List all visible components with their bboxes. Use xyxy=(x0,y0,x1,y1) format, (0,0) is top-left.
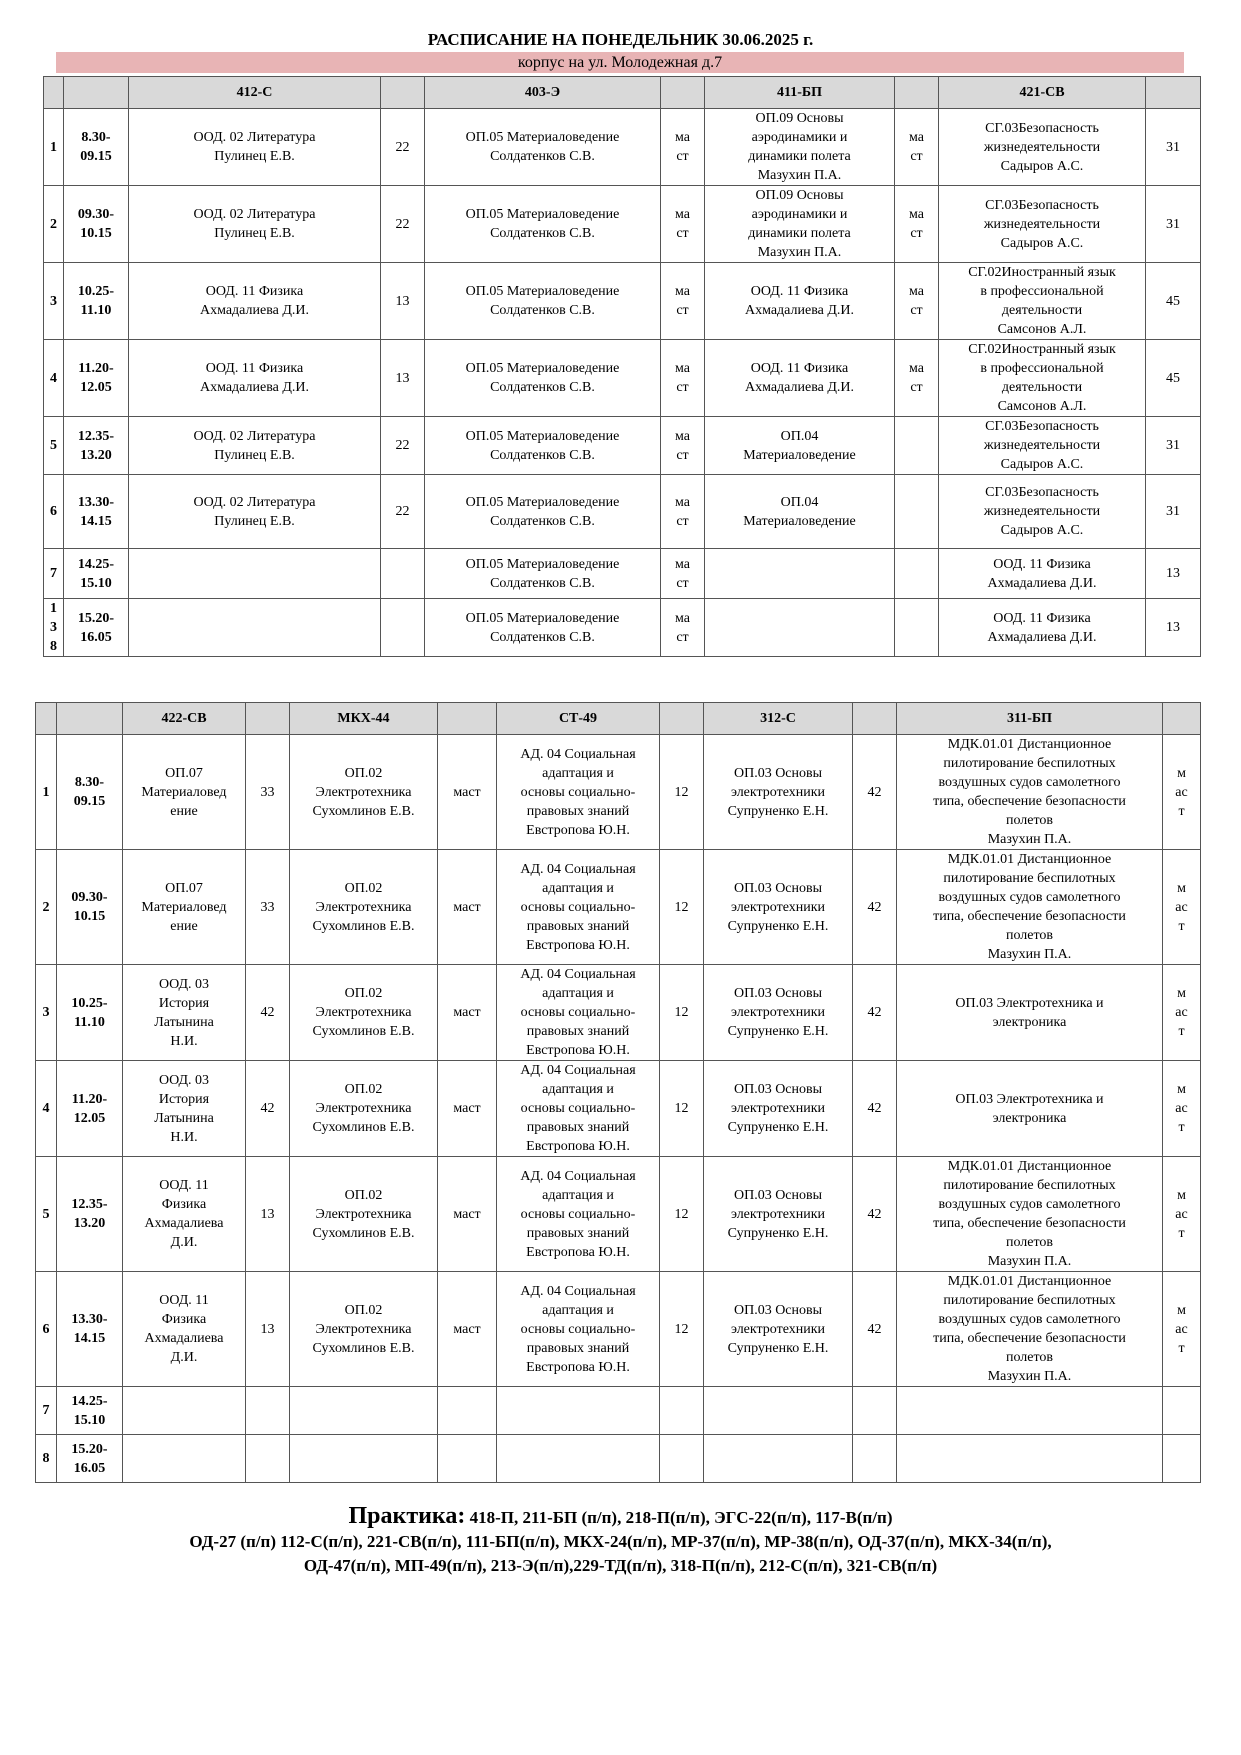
room-cell: 13 xyxy=(246,1272,290,1387)
schedule-table-2 xyxy=(35,702,1201,1483)
room-cell: ма ст xyxy=(895,109,939,186)
room-header-cell xyxy=(895,77,939,109)
lesson-row xyxy=(44,475,1201,549)
room-header-cell xyxy=(438,703,497,735)
lesson-row xyxy=(36,850,1201,965)
group-header: СТ-49 xyxy=(497,703,660,735)
lesson-number: 6 xyxy=(44,475,64,549)
subject-cell: ООД. 11 Физика Ахмадалиева Д.И. xyxy=(705,263,895,340)
lesson-row xyxy=(44,549,1201,599)
room-cell: 42 xyxy=(853,850,897,965)
group-header: 422-СВ xyxy=(123,703,246,735)
room-cell: 33 xyxy=(246,850,290,965)
room-cell: 12 xyxy=(660,1157,704,1272)
header-time-cell xyxy=(57,703,123,735)
subject-cell: ОП.03 Электротехника и электроника xyxy=(897,1061,1163,1157)
room-cell xyxy=(895,475,939,549)
group-header: 412-С xyxy=(129,77,381,109)
room-cell xyxy=(853,1387,897,1435)
room-cell: ма ст xyxy=(895,186,939,263)
lesson-number: 2 xyxy=(44,186,64,263)
lesson-time: 14.25- 15.10 xyxy=(64,549,129,599)
lesson-time: 15.20- 16.05 xyxy=(57,1435,123,1483)
subject-cell: ОП.07 Материаловед ение xyxy=(123,735,246,850)
subject-cell xyxy=(705,549,895,599)
lesson-time: 09.30- 10.15 xyxy=(57,850,123,965)
room-cell: 12 xyxy=(660,1061,704,1157)
group-header: 312-С xyxy=(704,703,853,735)
practice-line-2: ОД-27 (п/п) 112-С(п/п), 221-СВ(п/п), 111-БП(п/п), МКХ-24(п/п), МР-37(п/п), МР-38(п/п), ОД-37(п/п), МКХ-34(п/п), xyxy=(189,1532,1052,1551)
lesson-time: 13.30- 14.15 xyxy=(57,1272,123,1387)
lesson-time: 13.30- 14.15 xyxy=(64,475,129,549)
subject-cell: АД. 04 Социальная адаптация и основы социально- правовых знаний Евстропова Ю.Н. xyxy=(497,850,660,965)
subject-cell: ОП.02 Электротехника Сухомлинов Е.В. xyxy=(290,965,438,1061)
subject-cell: МДК.01.01 Дистанционное пилотирование беспилотных воздушных судов самолетного типа, обеспечение безопасности полетов Мазухин П.А. xyxy=(897,1272,1163,1387)
subject-cell: МДК.01.01 Дистанционное пилотирование беспилотных воздушных судов самолетного типа, обеспечение безопасности полетов Мазухин П.А. xyxy=(897,735,1163,850)
subject-cell: ОП.09 Основы аэродинамики и динамики полета Мазухин П.А. xyxy=(705,186,895,263)
subject-cell: ОП.03 Основы электротехники Супруненко Е.Н. xyxy=(704,1157,853,1272)
subject-cell xyxy=(497,1435,660,1483)
room-cell: ма ст xyxy=(895,340,939,417)
room-cell xyxy=(1163,1435,1201,1483)
lesson-number: 8 xyxy=(36,1435,57,1483)
room-cell: 42 xyxy=(853,735,897,850)
subject-cell: МДК.01.01 Дистанционное пилотирование беспилотных воздушных судов самолетного типа, обеспечение безопасности полетов Мазухин П.А. xyxy=(897,1157,1163,1272)
subject-cell: ОП.03 Основы электротехники Супруненко Е.Н. xyxy=(704,1061,853,1157)
subject-cell: СГ.02Иностранный язык в профессиональной деятельности Самсонов А.Л. xyxy=(939,340,1146,417)
room-cell: ма ст xyxy=(661,186,705,263)
subject-cell: ООД. 11 Физика Ахмадалиева Д.И. xyxy=(705,340,895,417)
subject-cell xyxy=(129,599,381,657)
room-cell: маст xyxy=(438,735,497,850)
room-cell: 12 xyxy=(660,1272,704,1387)
header-num-cell xyxy=(36,703,57,735)
subject-cell: ОП.05 Материаловедение Солдатенков С.В. xyxy=(425,599,661,657)
room-cell: м ас т xyxy=(1163,965,1201,1061)
header-num-cell xyxy=(44,77,64,109)
subject-cell xyxy=(897,1387,1163,1435)
room-cell: 42 xyxy=(246,965,290,1061)
practice-line-3: ОД-47(п/п), МП-49(п/п), 213-Э(п/п),229-ТД(п/п), 318-П(п/п), 212-С(п/п), 321-СВ(п/п) xyxy=(303,1556,938,1575)
subject-cell: ОП.03 Основы электротехники Супруненко Е.Н. xyxy=(704,1272,853,1387)
subject-cell xyxy=(123,1435,246,1483)
room-header-cell xyxy=(381,77,425,109)
subject-cell xyxy=(704,1387,853,1435)
room-header-cell xyxy=(660,703,704,735)
room-cell: ма ст xyxy=(661,109,705,186)
lesson-number: 4 xyxy=(44,340,64,417)
room-cell xyxy=(1163,1387,1201,1435)
schedule-table-1 xyxy=(43,76,1201,657)
lesson-time: 09.30- 10.15 xyxy=(64,186,129,263)
room-cell: 12 xyxy=(660,965,704,1061)
room-cell: 42 xyxy=(246,1061,290,1157)
room-cell: м ас т xyxy=(1163,1157,1201,1272)
subject-cell: ОП.04 Материаловедение xyxy=(705,417,895,475)
room-cell xyxy=(660,1435,704,1483)
subject-cell: ОП.02 Электротехника Сухомлинов Е.В. xyxy=(290,850,438,965)
group-header: 421-СВ xyxy=(939,77,1146,109)
subject-cell: ОП.07 Материаловед ение xyxy=(123,850,246,965)
subject-cell: ООД. 11 Физика Ахмадалиева Д.И. xyxy=(939,549,1146,599)
header-row xyxy=(44,77,1201,109)
room-cell: 12 xyxy=(660,850,704,965)
room-cell: 22 xyxy=(381,417,425,475)
room-cell: маст xyxy=(438,1157,497,1272)
lesson-number: 3 xyxy=(36,965,57,1061)
subject-cell: ООД. 03 История Латынина Н.И. xyxy=(123,1061,246,1157)
lesson-time: 8.30- 09.15 xyxy=(57,735,123,850)
group-header: 403-Э xyxy=(425,77,661,109)
room-cell: ма ст xyxy=(661,549,705,599)
room-cell xyxy=(438,1435,497,1483)
lesson-row xyxy=(44,263,1201,340)
room-cell: 42 xyxy=(853,1061,897,1157)
subject-cell: СГ.03Безопасность жизнедеятельности Садыров А.С. xyxy=(939,109,1146,186)
room-cell: 31 xyxy=(1146,475,1201,549)
subject-cell: ОП.03 Основы электротехники Супруненко Е.Н. xyxy=(704,850,853,965)
room-header-cell xyxy=(853,703,897,735)
subject-cell: ООД. 11 Физика Ахмадалиева Д.И. xyxy=(129,263,381,340)
subject-cell: ОП.02 Электротехника Сухомлинов Е.В. xyxy=(290,735,438,850)
lesson-time: 11.20- 12.05 xyxy=(57,1061,123,1157)
room-cell: 12 xyxy=(660,735,704,850)
page-title: РАСПИСАНИЕ НА ПОНЕДЕЛЬНИК 30.06.2025 г. xyxy=(427,30,814,49)
subject-cell xyxy=(123,1387,246,1435)
lesson-time: 12.35- 13.20 xyxy=(57,1157,123,1272)
room-cell xyxy=(246,1435,290,1483)
room-cell xyxy=(438,1387,497,1435)
room-cell: 13 xyxy=(1146,549,1201,599)
lesson-number: 1 3 8 xyxy=(44,599,64,657)
lesson-time: 11.20- 12.05 xyxy=(64,340,129,417)
subject-cell: ОП.03 Электротехника и электроника xyxy=(897,965,1163,1061)
lesson-row xyxy=(36,735,1201,850)
room-header-cell xyxy=(661,77,705,109)
room-cell: 45 xyxy=(1146,263,1201,340)
subject-cell: СГ.02Иностранный язык в профессиональной деятельности Самсонов А.Л. xyxy=(939,263,1146,340)
room-cell: 31 xyxy=(1146,186,1201,263)
lesson-number: 2 xyxy=(36,850,57,965)
subject-cell: МДК.01.01 Дистанционное пилотирование беспилотных воздушных судов самолетного типа, обеспечение безопасности полетов Мазухин П.А. xyxy=(897,850,1163,965)
room-cell xyxy=(381,599,425,657)
room-cell: 42 xyxy=(853,965,897,1061)
room-cell: маст xyxy=(438,1061,497,1157)
room-cell: 22 xyxy=(381,475,425,549)
header-row xyxy=(36,703,1201,735)
subject-cell: ОП.05 Материаловедение Солдатенков С.В. xyxy=(425,109,661,186)
room-cell xyxy=(895,417,939,475)
room-cell: 13 xyxy=(1146,599,1201,657)
room-cell: ма ст xyxy=(661,340,705,417)
lesson-time: 10.25- 11.10 xyxy=(57,965,123,1061)
subject-cell: ОП.05 Материаловедение Солдатенков С.В. xyxy=(425,417,661,475)
lesson-row xyxy=(44,417,1201,475)
subject-cell: ОП.04 Материаловедение xyxy=(705,475,895,549)
group-header: 311-БП xyxy=(897,703,1163,735)
subject-cell xyxy=(290,1387,438,1435)
room-header-cell xyxy=(1163,703,1201,735)
lesson-row xyxy=(36,1435,1201,1483)
room-cell: 33 xyxy=(246,735,290,850)
room-cell xyxy=(895,599,939,657)
lesson-row xyxy=(36,1061,1201,1157)
practice-section xyxy=(0,1504,1241,1578)
room-cell: 31 xyxy=(1146,417,1201,475)
room-cell: 13 xyxy=(381,340,425,417)
subject-cell xyxy=(497,1387,660,1435)
header-time-cell xyxy=(64,77,129,109)
room-cell xyxy=(853,1435,897,1483)
subject-cell: ОП.02 Электротехника Сухомлинов Е.В. xyxy=(290,1157,438,1272)
lesson-number: 1 xyxy=(36,735,57,850)
subject-cell: ОП.05 Материаловедение Солдатенков С.В. xyxy=(425,475,661,549)
subject-cell: ООД. 11 Физика Ахмадалиева Д.И. xyxy=(129,340,381,417)
subject-cell: ООД. 03 История Латынина Н.И. xyxy=(123,965,246,1061)
room-cell: м ас т xyxy=(1163,850,1201,965)
room-cell xyxy=(895,549,939,599)
subject-cell: ОП.05 Материаловедение Солдатенков С.В. xyxy=(425,340,661,417)
lesson-row xyxy=(36,1387,1201,1435)
subject-cell: ООД. 11 Физика Ахмадалиева Д.И. xyxy=(123,1157,246,1272)
room-cell: 42 xyxy=(853,1157,897,1272)
room-cell: м ас т xyxy=(1163,1061,1201,1157)
lesson-row xyxy=(44,599,1201,657)
room-cell xyxy=(246,1387,290,1435)
subject-cell: ООД. 02 Литература Пулинец Е.В. xyxy=(129,109,381,186)
room-cell: 45 xyxy=(1146,340,1201,417)
room-cell: ма ст xyxy=(661,475,705,549)
room-cell: 13 xyxy=(246,1157,290,1272)
room-cell: ма ст xyxy=(895,263,939,340)
subject-cell: СГ.03Безопасность жизнедеятельности Садыров А.С. xyxy=(939,417,1146,475)
lesson-number: 5 xyxy=(36,1157,57,1272)
subject-cell: АД. 04 Социальная адаптация и основы социально- правовых знаний Евстропова Ю.Н. xyxy=(497,1061,660,1157)
room-cell: ма ст xyxy=(661,263,705,340)
room-cell xyxy=(660,1387,704,1435)
subject-cell xyxy=(897,1435,1163,1483)
room-cell: 13 xyxy=(381,263,425,340)
lesson-number: 3 xyxy=(44,263,64,340)
subject-cell: ОП.02 Электротехника Сухомлинов Е.В. xyxy=(290,1272,438,1387)
lesson-row xyxy=(36,965,1201,1061)
room-header-cell xyxy=(1146,77,1201,109)
subject-cell: СГ.03Безопасность жизнедеятельности Садыров А.С. xyxy=(939,186,1146,263)
room-cell: м ас т xyxy=(1163,1272,1201,1387)
room-cell: 31 xyxy=(1146,109,1201,186)
room-cell: ма ст xyxy=(661,417,705,475)
room-cell: 42 xyxy=(853,1272,897,1387)
subject-cell: ООД. 02 Литература Пулинец Е.В. xyxy=(129,186,381,263)
room-cell: маст xyxy=(438,850,497,965)
subject-cell: АД. 04 Социальная адаптация и основы социально- правовых знаний Евстропова Ю.Н. xyxy=(497,1157,660,1272)
room-cell: 22 xyxy=(381,186,425,263)
subject-cell: ООД. 02 Литература Пулинец Е.В. xyxy=(129,475,381,549)
lesson-row xyxy=(36,1157,1201,1272)
subject-cell: ОП.05 Материаловедение Солдатенков С.В. xyxy=(425,186,661,263)
subject-cell: ООД. 11 Физика Ахмадалиева Д.И. xyxy=(939,599,1146,657)
lesson-row xyxy=(36,1272,1201,1387)
lesson-number: 4 xyxy=(36,1061,57,1157)
group-header: 411-БП xyxy=(705,77,895,109)
lesson-number: 7 xyxy=(44,549,64,599)
subject-cell: АД. 04 Социальная адаптация и основы социально- правовых знаний Евстропова Ю.Н. xyxy=(497,735,660,850)
subject-cell xyxy=(704,1435,853,1483)
subject-cell xyxy=(705,599,895,657)
lesson-time: 14.25- 15.10 xyxy=(57,1387,123,1435)
lesson-number: 5 xyxy=(44,417,64,475)
subject-cell: ОП.05 Материаловедение Солдатенков С.В. xyxy=(425,263,661,340)
subject-cell: АД. 04 Социальная адаптация и основы социально- правовых знаний Евстропова Ю.Н. xyxy=(497,1272,660,1387)
room-cell: 22 xyxy=(381,109,425,186)
subject-cell xyxy=(129,549,381,599)
lesson-row xyxy=(44,340,1201,417)
subject-cell: ОП.02 Электротехника Сухомлинов Е.В. xyxy=(290,1061,438,1157)
room-cell: маст xyxy=(438,965,497,1061)
group-header: МКХ-44 xyxy=(290,703,438,735)
room-header-cell xyxy=(246,703,290,735)
lesson-number: 7 xyxy=(36,1387,57,1435)
room-cell: м ас т xyxy=(1163,735,1201,850)
lesson-number: 6 xyxy=(36,1272,57,1387)
subject-cell: ОП.05 Материаловедение Солдатенков С.В. xyxy=(425,549,661,599)
lesson-time: 15.20- 16.05 xyxy=(64,599,129,657)
room-cell: маст xyxy=(438,1272,497,1387)
subject-cell: ООД. 02 Литература Пулинец Е.В. xyxy=(129,417,381,475)
subject-cell: ООД. 11 Физика Ахмадалиева Д.И. xyxy=(123,1272,246,1387)
subject-cell: СГ.03Безопасность жизнедеятельности Садыров А.С. xyxy=(939,475,1146,549)
lesson-time: 8.30- 09.15 xyxy=(64,109,129,186)
subject-cell xyxy=(290,1435,438,1483)
lesson-row xyxy=(44,109,1201,186)
building-subtitle: корпус на ул. Молодежная д.7 xyxy=(56,52,1184,73)
practice-label: Практика: xyxy=(348,1503,466,1529)
lesson-time: 12.35- 13.20 xyxy=(64,417,129,475)
subject-cell: ОП.03 Основы электротехники Супруненко Е.Н. xyxy=(704,965,853,1061)
subject-cell: АД. 04 Социальная адаптация и основы социально- правовых знаний Евстропова Ю.Н. xyxy=(497,965,660,1061)
subject-cell: ОП.09 Основы аэродинамики и динамики полета Мазухин П.А. xyxy=(705,109,895,186)
room-cell: ма ст xyxy=(661,599,705,657)
lesson-row xyxy=(44,186,1201,263)
lesson-number: 1 xyxy=(44,109,64,186)
practice-line-1: 418-П, 211-БП (п/п), 218-П(п/п), ЭГС-22(п/п), 117-В(п/п) xyxy=(469,1508,893,1527)
lesson-time: 10.25- 11.10 xyxy=(64,263,129,340)
room-cell xyxy=(381,549,425,599)
subject-cell: ОП.03 Основы электротехники Супруненко Е.Н. xyxy=(704,735,853,850)
